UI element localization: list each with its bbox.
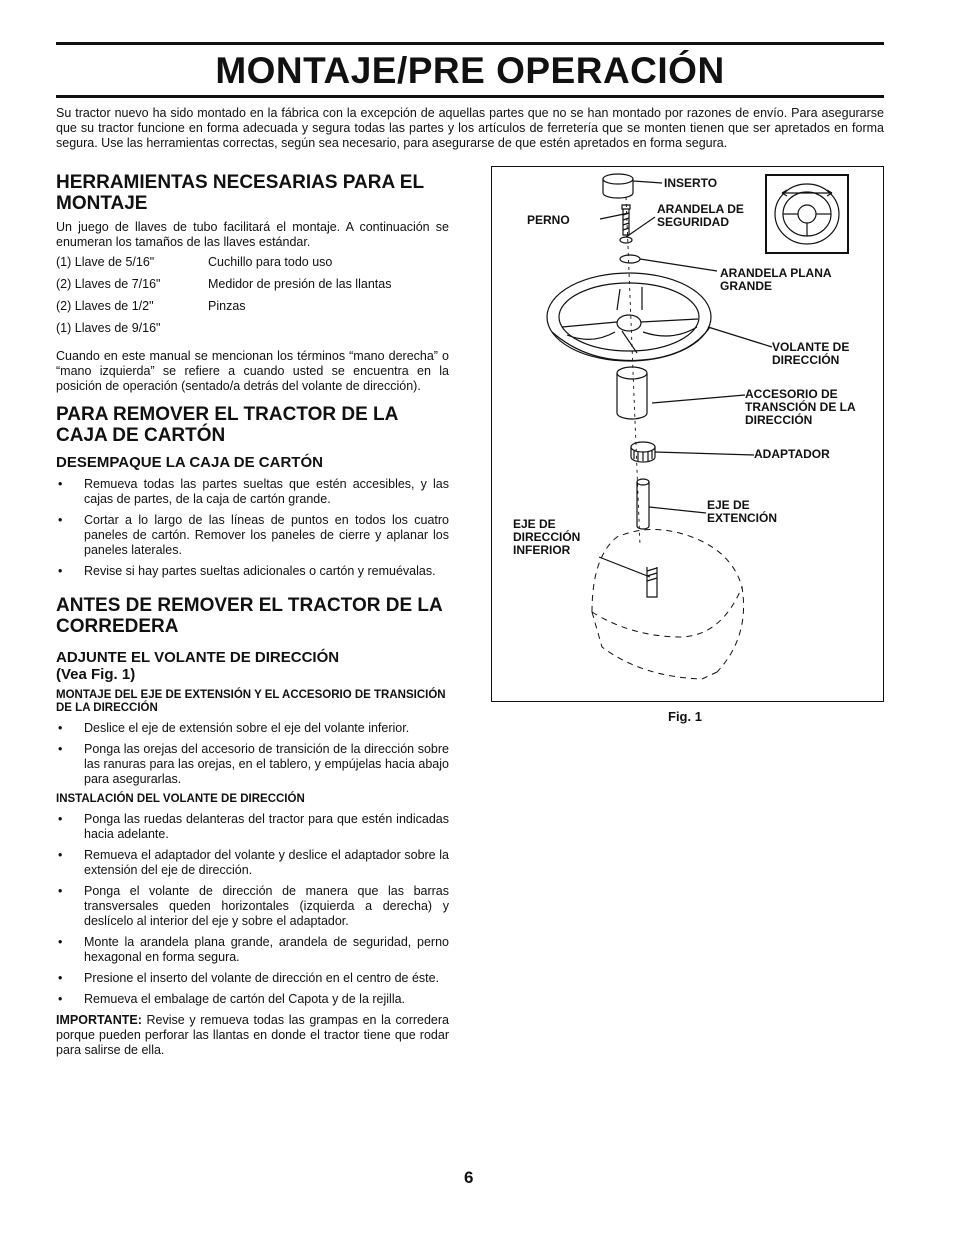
unpack-list xyxy=(56,477,449,579)
tool-left: (2) Llaves de 7/16" xyxy=(56,277,161,291)
tool-left: (1) Llave de 5/16" xyxy=(56,255,155,269)
important-label: IMPORTANTE: xyxy=(56,1013,142,1027)
attach-subheading-line2: (Vea Fig. 1) xyxy=(56,666,136,683)
list-item: • Monte la arandela plana grande, arandela de seguridad, perno hexagonal en forma segura. xyxy=(56,935,449,965)
assembly-list xyxy=(56,721,449,787)
list-item: • Remueva todas las partes sueltas que estén accesibles, y las cajas de partes, de la caja de cartón grande. xyxy=(56,477,449,507)
hand-note: Cuando en este manual se mencionan los términos “mano derecha” o “mano izquierda” se refiere a cuando usted se encuentra en la posición de operación (sentado/a detrás del volante de dirección). xyxy=(56,349,449,393)
list-item: • Deslice el eje de extensión sobre el eje del volante inferior. xyxy=(56,721,449,736)
important-text: Revise y remueva todas las grampas en la corredera porque pueden perforar las llantas en donde el tractor tiene que rodar para salirse de ella. xyxy=(56,1013,449,1057)
steering-assembly-diagram xyxy=(492,167,883,701)
intro-paragraph: Su tractor nuevo ha sido montado en la fábrica con la excepción de aquellas partes que no se han montado por razones de envío. Para asegurarse que su tractor funcione en forma adecuada y segura todas las partes y los artículos de ferretería que se monten tienen que ser apretados en forma segura. Use las herramientas correctas, según sea necesario, para asegurarse de que estén apretados en forma segura. xyxy=(56,106,884,150)
install-list xyxy=(56,812,449,1007)
tools-list xyxy=(56,255,449,343)
extension-shaft xyxy=(637,479,649,485)
tool-row xyxy=(56,255,449,277)
title-rule-top xyxy=(56,42,884,45)
transition-accessory-top xyxy=(617,367,647,379)
label-inserto: INSERTO xyxy=(664,176,718,190)
tools-text: Un juego de llaves de tubo facilitará el montaje. A continuación se enumeran los tamaños de las llaves estándar. xyxy=(56,220,449,249)
list-item: • Presione el inserto del volante de dirección en el centro de éste. xyxy=(56,971,449,986)
label-eje-inferior: EJE DE DIRECCIÓN INFERIOR xyxy=(513,517,581,557)
page-title: MONTAJE/PRE OPERACIÓN xyxy=(215,50,725,91)
list-item: • Remueva el embalage de cartón del Capota y de la rejilla. xyxy=(56,992,449,1007)
tool-right: Cuchillo para todo uso xyxy=(208,255,333,269)
attach-subheading xyxy=(56,649,449,683)
tool-row xyxy=(56,277,449,299)
install-subheading: INSTALACIÓN DEL VOLANTE DE DIRECCIÓN xyxy=(56,793,305,805)
label-volante: VOLANTE DE DIRECCIÓN xyxy=(772,340,850,367)
adapter xyxy=(631,442,655,452)
tool-row xyxy=(56,321,449,343)
wheel-hub xyxy=(617,315,641,331)
tool-right: Medidor de presión de las llantas xyxy=(208,277,392,291)
figure-caption: Fig. 1 xyxy=(668,709,702,724)
page-number: 6 xyxy=(464,1168,474,1187)
tool-right: Pinzas xyxy=(208,299,246,313)
label-accesorio: ACCESORIO DE TRANSCIÓN DE LA DIRECCIÓN xyxy=(745,387,856,427)
label-eje-extension: EJE DE EXTENCIÓN xyxy=(707,498,778,525)
label-perno: PERNO xyxy=(527,213,570,227)
label-adaptador: ADAPTADOR xyxy=(754,447,830,461)
flat-washer xyxy=(620,255,640,263)
list-item: • Remueva el adaptador del volante y deslice el adaptador sobre la extensión del eje de dirección. xyxy=(56,848,449,878)
figure-1 xyxy=(491,166,884,702)
lock-washer xyxy=(620,237,632,243)
insert-top xyxy=(603,174,633,184)
remove-heading: PARA REMOVER EL TRACTOR DE LA CAJA DE CARTÓN xyxy=(56,404,398,446)
label-arandela-plana: ARANDELA PLANA GRANDE xyxy=(720,266,832,293)
dashboard-outline xyxy=(592,530,744,680)
tools-heading: HERRAMIENTAS NECESARIAS PARA EL MONTAJE xyxy=(56,172,424,214)
tool-left: (2) Llaves de 1/2" xyxy=(56,299,154,313)
list-item: • Ponga el volante de dirección de manera que las barras transversales queden horizontales (izquierda a derecha) y deslícelo al interior del eje y sobre el adaptador. xyxy=(56,884,449,929)
insert-body xyxy=(603,179,633,198)
unpack-subheading: DESEMPAQUE LA CAJA DE CARTÓN xyxy=(56,454,323,471)
label-arandela-seguridad: ARANDELA DE SEGURIDAD xyxy=(657,202,744,229)
list-item: • Ponga las ruedas delanteras del tractor para que estén indicadas hacia adelante. xyxy=(56,812,449,842)
left-column xyxy=(56,172,449,1063)
list-item: • Cortar a lo largo de las líneas de puntos en todos los cuatro paneles de cartón. Remover los paneles de cierre y aplanar los paneles laterales. xyxy=(56,513,449,558)
inset-box xyxy=(766,175,848,253)
title-rule-bottom xyxy=(56,95,884,98)
list-item: • Revise si hay partes sueltas adicionales o cartón y remuévalas. xyxy=(56,564,449,579)
before-heading: ANTES DE REMOVER EL TRACTOR DE LA CORREDERA xyxy=(56,595,443,637)
list-item: • Ponga las orejas del accesorio de transición de la dirección sobre las ranuras para las orejas, en el tablero, y empújelas hacia abajo para asegurarlas. xyxy=(56,742,449,787)
attach-subheading-line1: ADJUNTE EL VOLANTE DE DIRECCIÓN xyxy=(56,649,340,666)
important-note xyxy=(56,1013,449,1058)
tool-row xyxy=(56,299,449,321)
tool-left: (1) Llaves de 9/16" xyxy=(56,321,161,335)
lower-shaft xyxy=(647,567,657,597)
assembly-subheading: MONTAJE DEL EJE DE EXTENSIÓN Y EL ACCESORIO DE TRANSICIÓN DE LA DIRECCIÓN xyxy=(56,689,446,714)
